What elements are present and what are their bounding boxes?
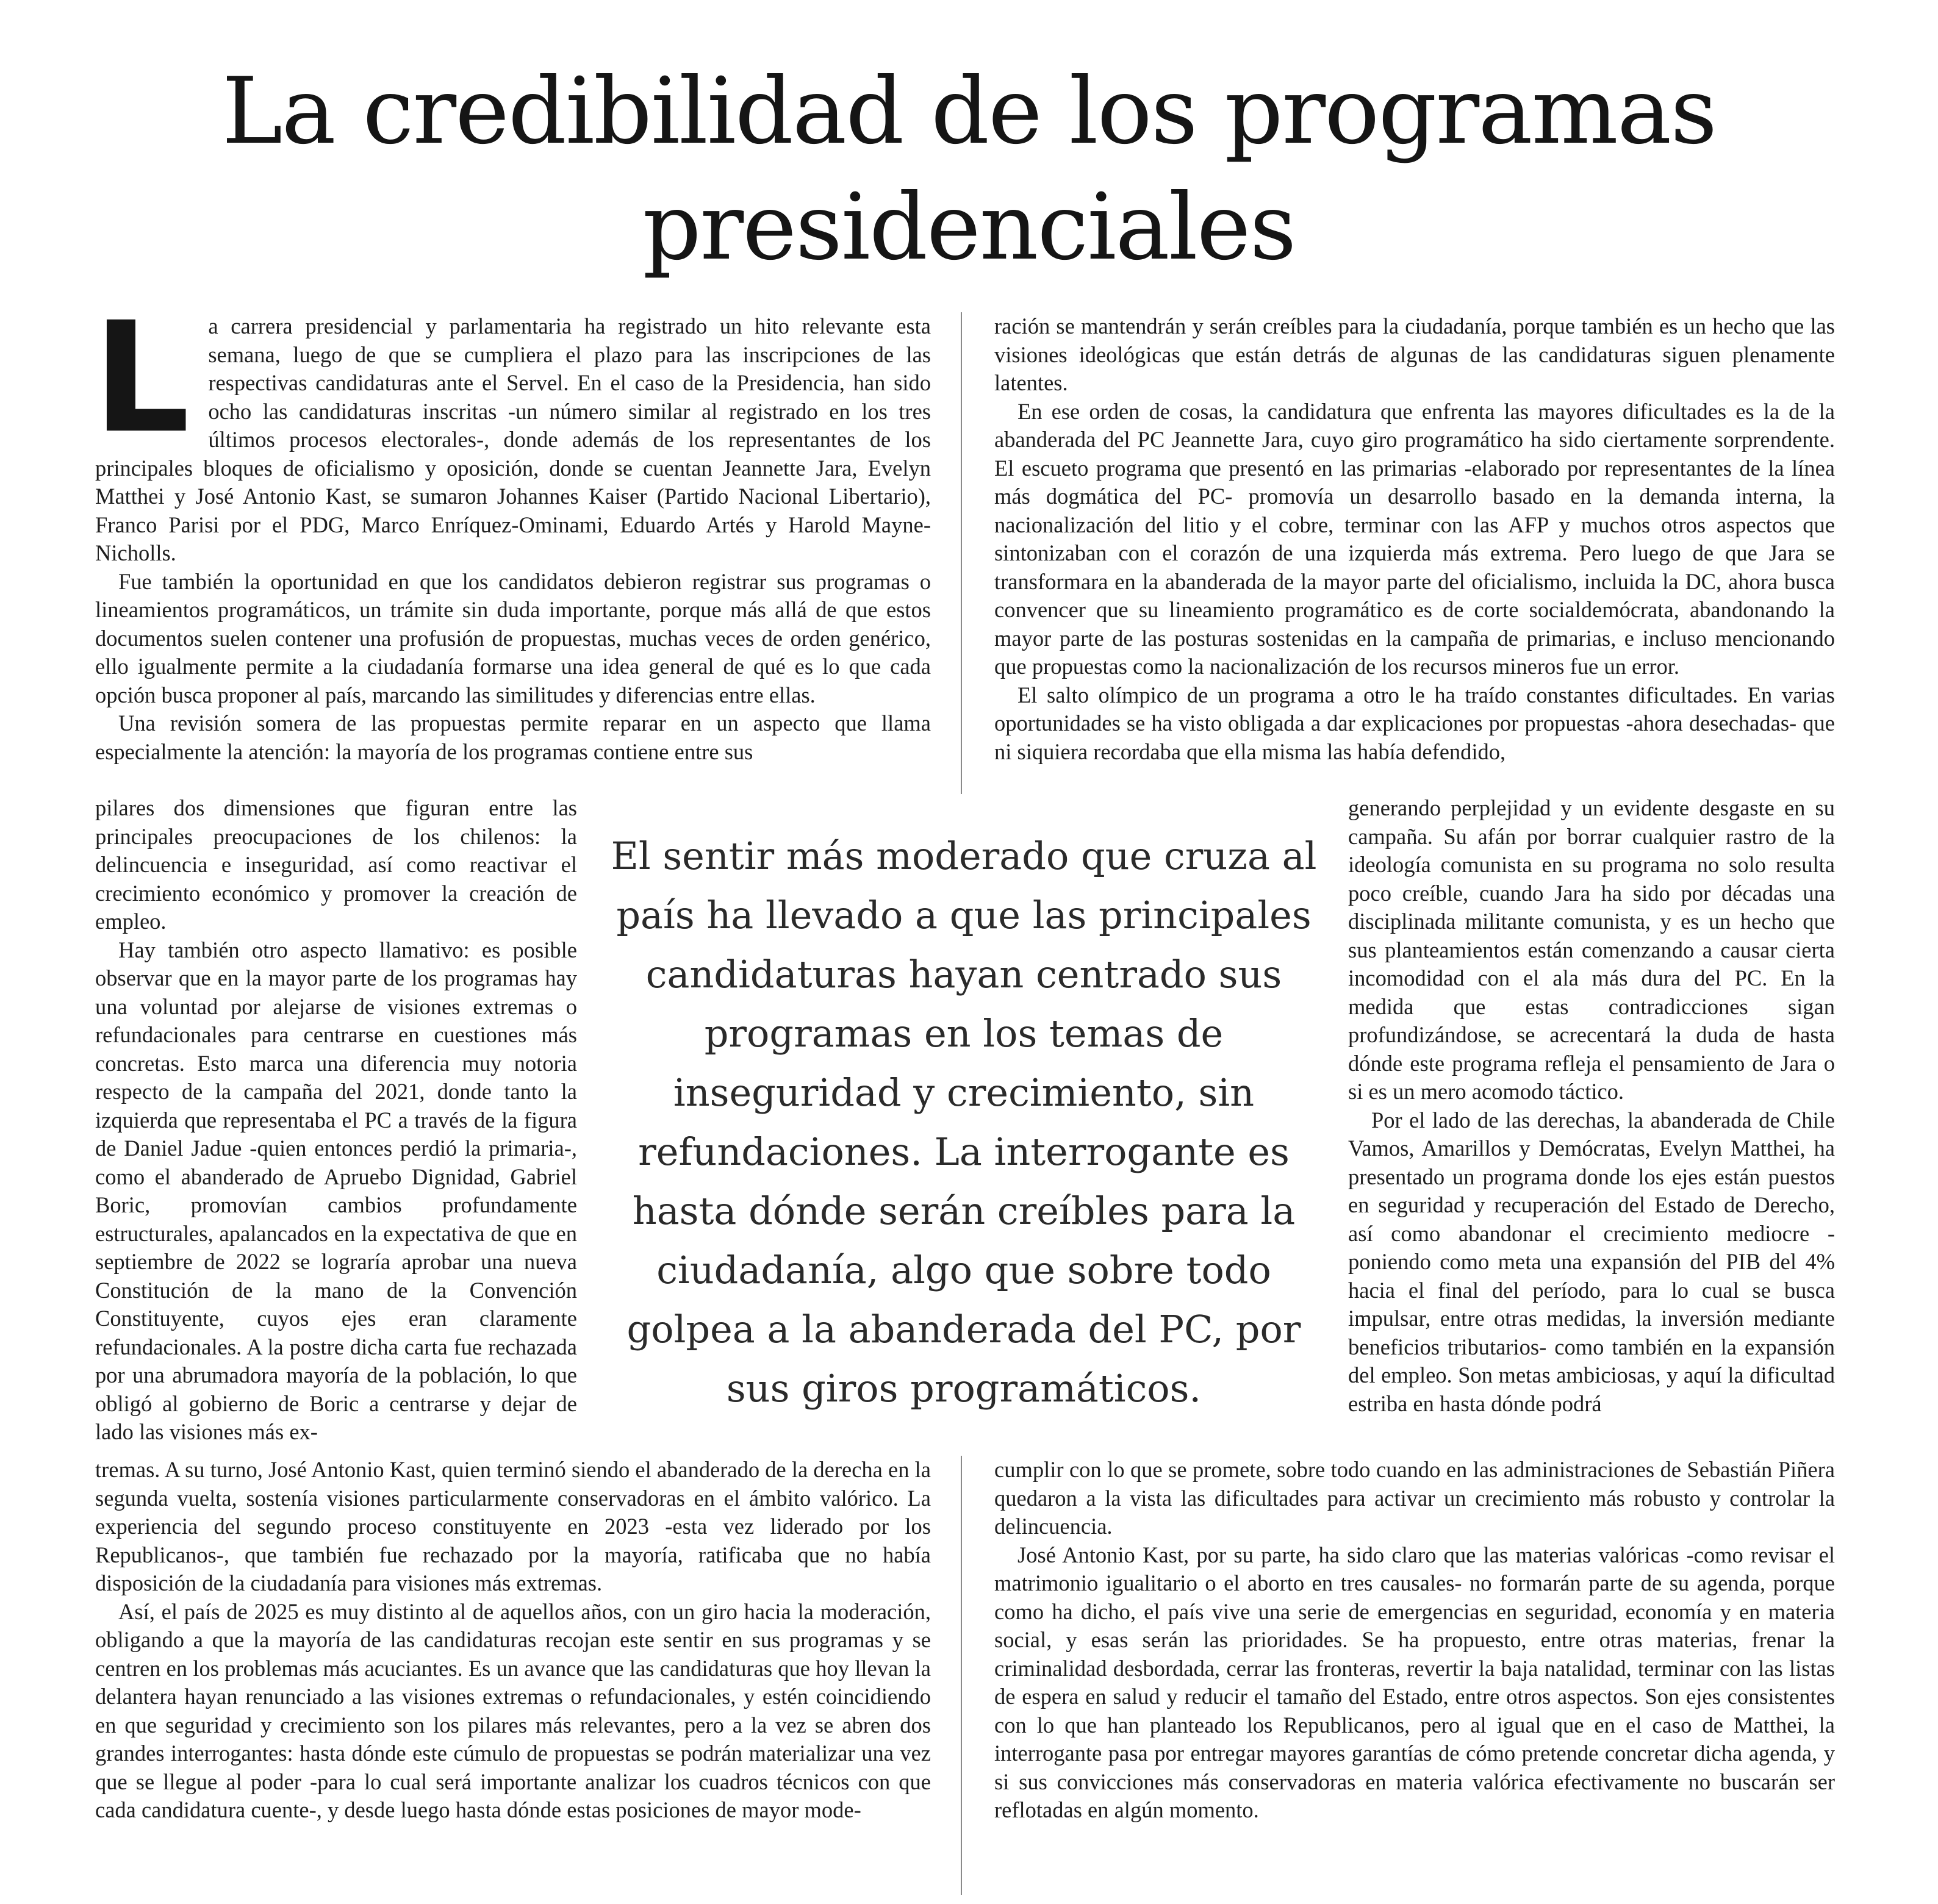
paragraph: ración se mantendrán y serán creíbles para la ciudadanía, porque también es un hecho que las visiones ideológicas que están detrás de algunas de las candidaturas siguen plenamente latentes. [994,313,1835,395]
paragraph: cumplir con lo que se promete, sobre todo cuando en las administraciones de Sebastián Piñera quedaron a la vista las dificultades para activar un crecimiento más robusto y controlar la delincuencia. [994,1457,1835,1539]
paragraph: generando perplejidad y un evidente desgaste en su campaña. Su afán por borrar cualquier rastro de la ideología comunista en su programa no solo resulta poco creíble, cuando Jara ha sido por décadas una disciplinada militante comunista, y es un hecho que sus planteamientos están comenzando a causar cierta incomodidad con el ala más dura del PC. En la medida que estas contradicciones sigan profundizándose, se acrecentará la duda de hasta dónde este programa refleja el pensamiento de Jara o si es un mero acomodo táctico. [1348,795,1835,1104]
paragraph: a carrera presidencial y parlamentaria ha registrado un hito relevante esta semana, luego de que se cumpliera el plazo para las inscripciones de las respectivas candidaturas ante el Servel. En el caso de la Presidencia, han sido ocho las candidaturas inscritas -un número similar al registrado en los tres últimos procesos electorales-, donde además de los representantes de los principales bloques de oficialismo y oposición, donde se cuentan Jeannette Jara, Evelyn Matthei y José Antonio Kast, se sumaron Johannes Kaiser (Partido Nacional Libertario), Franco Parisi por el PDG, Marco Enríquez-Ominami, Eduardo Artés y Harold Mayne-Nicholls. [95,313,931,565]
left-column-middle [95,794,577,1447]
column-divider [961,1456,962,1895]
paragraph: Así, el país de 2025 es muy distinto al de aquellos años, con un giro hacia la moderación, obligando a que la mayoría de las candidaturas recojan este sentir en sus programas y se centren en los problemas más acuciantes. Es un avance que las candidaturas que hoy llevan la delantera hayan renunciado a las visiones extremas o refundacionales, y estén coincidiendo en que seguridad y crecimiento son los pilares más relevantes, pero a la vez se abren dos grandes interrogantes: hasta dónde este cúmulo de propuestas se podrán materializar una vez que se llegue al poder -para lo cual será importante analizar los cuadros técnicos con que cada candidatura cuente-, y desde luego hasta dónde estas posiciones de mayor mode- [95,1598,931,1822]
paragraph: José Antonio Kast, por su parte, ha sido claro que las materias valóricas -como revisar el matrimonio igualitario o el aborto en tres causales- no formarán parte de su agenda, porque como ha dicho, el país vive una serie de emergencias en seguridad, economía y en materia social, y esas serán las prioridades. Se ha propuesto, entre otras materias, frenar la criminalidad desbordada, cerrar las fronteras, revertir la baja natalidad, terminar con las listas de espera en salud y reducir el tamaño del Estado, entre otros aspectos. Son ejes consistentes con lo que han planteado los Republicanos, pero al igual que en el caso de Matthei, la interrogante pasa por entregar mayores garantías de cómo pretende concretar dicha agenda, y si sus convicciones más conservadoras en materia valórica efectivamente no buscarán ser reflotadas en algún momento. [994,1542,1835,1822]
column-divider [961,312,962,794]
left-column-top [93,289,931,766]
left-column-bottom [95,1456,931,1825]
paragraph: pilares dos dimensiones que figuran entre las principales preocupaciones de los chilenos: la delincuencia e inseguridad, así como reactivar el crecimiento económico y promover la creación de empleo. [95,795,577,934]
article-headline: La credibilidad de los programas presidenciales [221,59,1717,281]
paragraph: tremas. A su turno, José Antonio Kast, quien terminó siendo el abanderado de la derecha en la segunda vuelta, sostenía visiones particularmente conservadoras en el ámbito valórico. La experiencia del segundo proceso constituyente en 2023 -esta vez liderado por los Republicanos-, que también fue rechazado por la mayoría, ratificaba que no había disposición de la ciudadanía para visiones más extremas. [95,1457,931,1595]
paragraph: El salto olímpico de un programa a otro le ha traído constantes dificultades. En varias oportunidades se ha visto obligada a dar explicaciones por propuestas -ahora desechadas- que ni siquiera recordaba que ella misma las había defendido, [994,682,1835,764]
paragraph: Hay también otro aspecto llamativo: es posible observar que en la mayor parte de los programas hay una voluntad por alejarse de visiones extremas o refundacionales para centrarse en cuestiones más concretas. Esto marca una diferencia muy notoria respecto de la campaña del 2021, donde tanto la izquierda que representaba el PC a través de la figura de Daniel Jadue -quien entonces perdió la primaria-, como el abanderado de Apruebo Dignidad, Gabriel Boric, promovían cambios profundamente estructurales, apalancados en la expectativa de que en septiembre de 2022 se lograría aprobar una nueva Constitución de la mano de la Convención Constituyente, cuyos ejes eran claramente refundacionales. A la postre dicha carta fue rechazada por una abrumadora mayoría de la población, lo que obligó al gobierno de Boric a centrarse y dejar de lado las visiones más ex- [95,937,577,1444]
right-column-middle [1348,794,1835,1418]
paragraph: Fue también la oportunidad en que los candidatos debieron registrar sus programas o lineamientos programáticos, un trámite sin duda importante, porque más allá de que estos documentos suelen contener una profusión de propuestas, muchas veces de orden genérico, ello igualmente permite a la ciudadanía formarse una idea general de qué es lo que cada opción busca proponer al país, marcando las similitudes y diferencias entre ellas. [95,568,931,707]
drop-cap: L [93,289,190,467]
paragraph: En ese orden de cosas, la candidatura que enfrenta las mayores dificultades es la de la abanderada del PC Jeannette Jara, cuyo giro programático ha sido ciertamente sorprendente. El escueto programa que presentó en las primarias -elaborado por representantes de la línea más dogmática del PC- promovía un desarrollo basado en la demanda interna, la nacionalización del litio y el cobre, terminar con las AFP y muchos otros aspectos que sintonizaban con el corazón de una izquierda más extrema. Pero luego de que Jara se transformara en la abanderada de la mayor parte del oficialismo, incluida la DC, ahora busca convencer que su lineamiento programático es de corte socialdemócrata, abandonando la mayor parte de las posturas sostenidas en la campaña de primarias, e incluso mencionando que propuestas como la nacionalización de los recursos mineros fue un error. [994,398,1835,679]
paragraph: Una revisión somera de las propuestas permite reparar en un aspecto que llama especialmente la atención: la mayoría de los programas contiene entre sus [95,710,931,764]
pull-quote: El sentir más moderado que cruza al país ha llevado a que las principales candidaturas hayan centrado sus programas en los temas de inseguridad y crecimiento, sin refundaciones. La interrogante es hasta dónde serán creíbles para la ciudadanía, algo que sobre todo golpea a la abanderada del PC, por sus giros programáticos. [611,834,1317,1411]
right-column-top [994,312,1835,766]
paragraph: Por el lado de las derechas, la abanderada de Chile Vamos, Amarillos y Demócratas, Evelyn Matthei, ha presentado un programa donde los ejes están puestos en seguridad y recuperación del Estado de Derecho, así como abandonar el crecimiento mediocre -poniendo como meta una expansión del PIB del 4% hacia el final del período, para lo cual se busca impulsar, entre otras medidas, la inversión mediante beneficios tributarios- como también en la expansión del empleo. Son metas ambiciosas, y aquí la dificultad estriba en hasta dónde podrá [1348,1107,1835,1416]
right-column-bottom [994,1456,1835,1825]
